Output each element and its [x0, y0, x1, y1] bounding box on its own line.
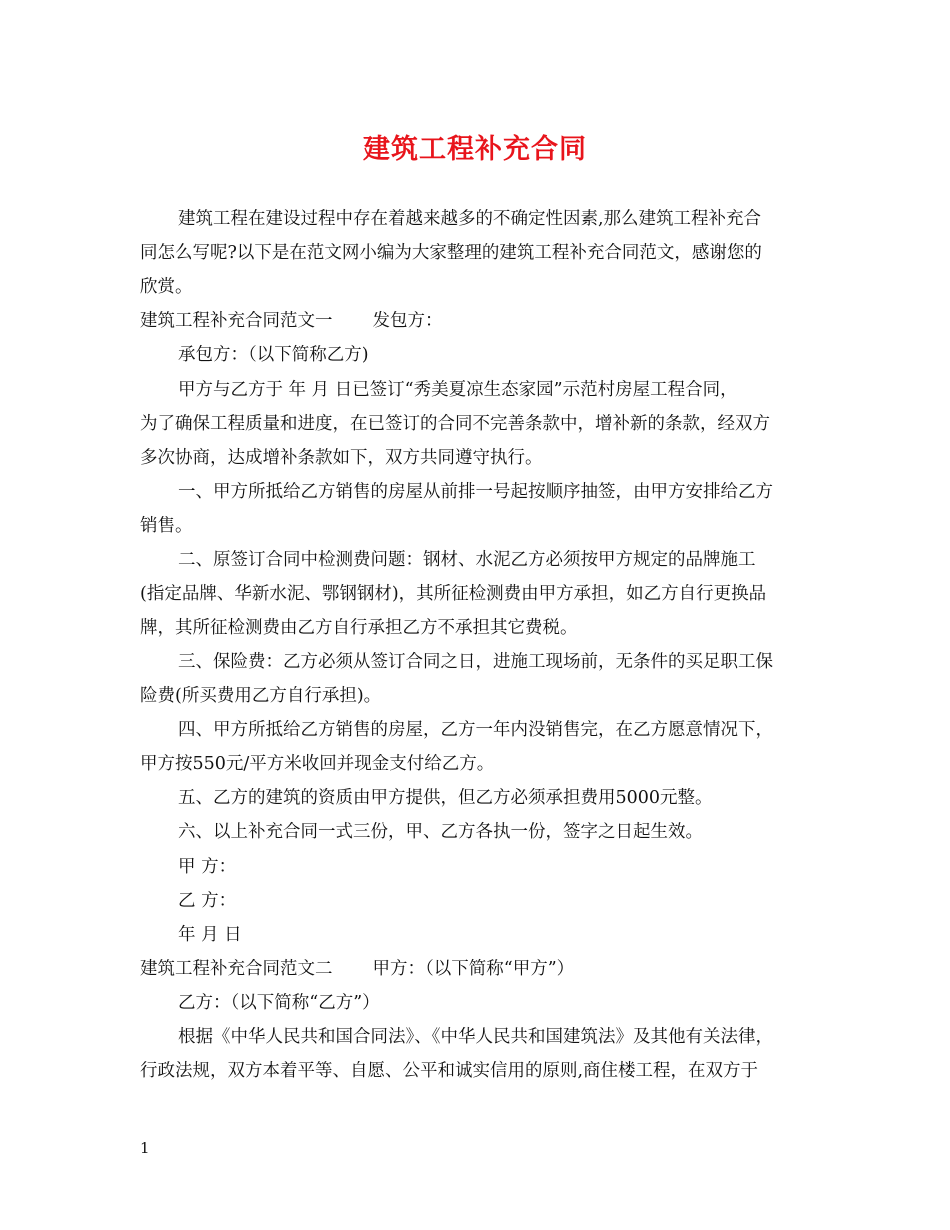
signature-date: 年 月 日: [178, 925, 242, 945]
section-heading-line: [140, 953, 574, 986]
clause-line: 一、甲方所抵给乙方销售的房屋从前排一号起按顺序抽签，由甲方安排给乙方: [178, 482, 773, 502]
paragraph-line: 行政法规，双方本着平等、自愿、公平和诚实信用的原则,商住楼工程，在双方于: [140, 1061, 759, 1081]
paragraph-line: 根据《中华人民共和国合同法》、《中华人民共和国建筑法》及其他有关法律，: [178, 1027, 773, 1047]
paragraph-line: 承包方：（以下简称乙方): [178, 345, 369, 365]
paragraph-line: 甲方与乙方于 年 月 日已签订“秀美夏凉生态家园”示范村房屋工程合同，: [178, 380, 738, 400]
section-heading-2: 建筑工程补充合同范文二: [140, 959, 333, 979]
paragraph-line: 乙方：（以下简称“乙方”）: [178, 993, 380, 1013]
page-number: 1: [140, 1139, 150, 1157]
document-title: 建筑工程补充合同: [363, 134, 587, 165]
clause-line: 销售。: [140, 516, 193, 536]
signature-party-a: 甲 方：: [178, 857, 237, 877]
clause-line: 甲方按550元/平方米收回并现金支付给乙方。: [140, 754, 495, 774]
clause-line: 四、甲方所抵给乙方销售的房屋，乙方一年内没销售完，在乙方愿意情况下，: [178, 720, 773, 740]
paragraph-line: 同怎么写呢?以下是在范文网小编为大家整理的建筑工程补充合同范文，感谢您的: [140, 243, 762, 263]
signature-party-b: 乙 方：: [178, 891, 237, 911]
clause-line: 五、乙方的建筑的资质由甲方提供，但乙方必须承担费用5000元整。: [178, 788, 713, 808]
party-a-label: 甲方：（以下简称“甲方”）: [372, 959, 575, 979]
paragraph-line: 为了确保工程质量和进度，在已签订的合同不完善条款中，增补新的条款，经双方: [140, 414, 770, 434]
clause-line: 三、保险费：乙方必须从签订合同之日，进施工现场前，无条件的买足职工保: [178, 652, 773, 672]
paragraph-line: 多次协商，达成增补条款如下，双方共同遵守执行。: [140, 448, 543, 468]
paragraph-line: 建筑工程在建设过程中存在着越来越多的不确定性因素,那么建筑工程补充合: [178, 209, 762, 229]
clause-line: 牌，其所征检测费由乙方自行承担乙方不承担其它费税。: [140, 618, 578, 638]
paragraph-line: 欣赏。: [140, 277, 193, 297]
section-heading-line: [140, 305, 443, 338]
section-heading-1: 建筑工程补充合同范文一: [140, 311, 333, 331]
party-a-label: 发包方：: [372, 311, 443, 331]
clause-line: 二、原签订合同中检测费问题：钢材、水泥乙方必须按甲方规定的品牌施工: [178, 550, 756, 570]
clause-line: 险费(所买费用乙方自行承担)。: [140, 686, 382, 706]
clause-line: 六、以上补充合同一式三份，甲、乙方各执一份，签字之日起生效。: [178, 822, 703, 842]
clause-line: (指定品牌、华新水泥、鄂钢钢材)，其所征检测费由甲方承担，如乙方自行更换品: [140, 584, 767, 604]
